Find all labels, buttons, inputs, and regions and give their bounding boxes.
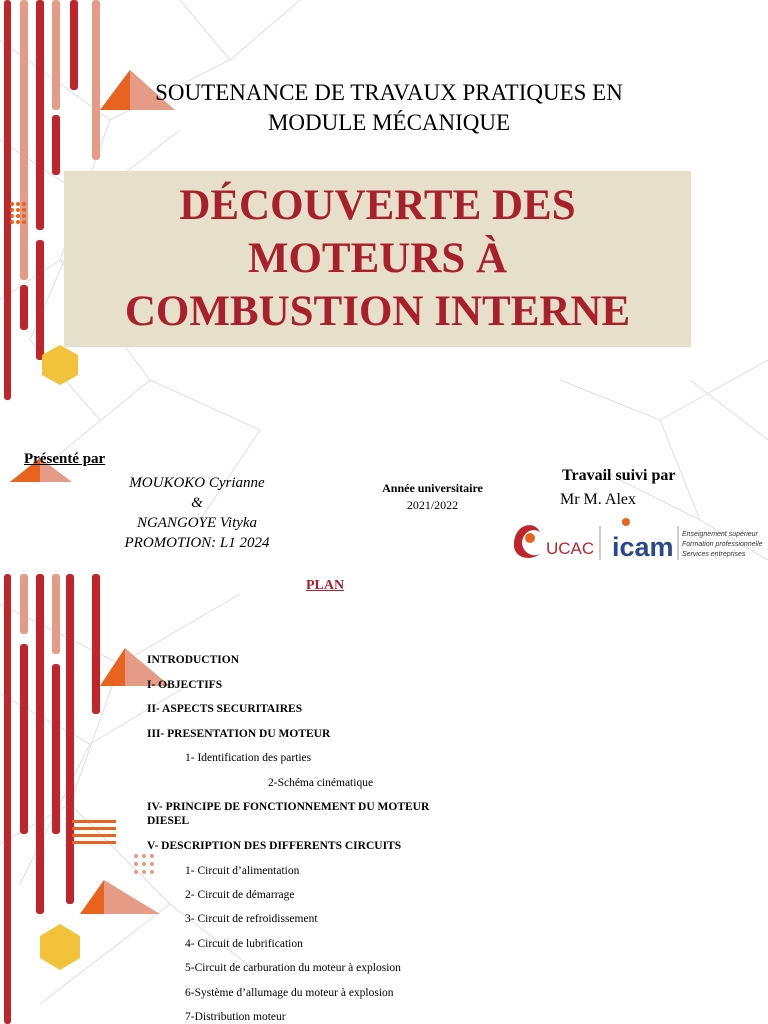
- supervisor-name: Mr M. Alex: [560, 491, 636, 508]
- toc-item: IV- PRINCIPE DE FONCTIONNEMENT DU MOTEUR: [147, 801, 430, 813]
- student-name-1: MOUKOKO Cyrianne: [129, 475, 265, 491]
- subtitle-line-1: SOUTENANCE DE TRAVAUX PRATIQUES EN: [155, 80, 623, 105]
- student-name-2: NGANGOYE Vityka: [136, 515, 258, 531]
- icam-logo-text: icam: [612, 532, 674, 562]
- icam-tagline-2: Formation professionnelle: [682, 541, 763, 548]
- promotion: PROMOTION: L1 2024: [124, 535, 270, 551]
- toc-item: I- OBJECTIFS: [147, 679, 223, 691]
- icam-tagline-3: Services entreprises: [682, 551, 746, 558]
- title-line-2: MOTEURS À: [247, 235, 508, 282]
- toc-subitem: 6-Système d’allumage du moteur à explosion: [185, 987, 394, 999]
- icam-tagline-1: Enseignement supérieur: [682, 531, 758, 538]
- title-line-3: COMBUSTION INTERNE: [124, 288, 631, 335]
- toc-item: II- ASPECTS SECURITAIRES: [147, 703, 303, 715]
- toc-subitem: 1- Identification des parties: [185, 752, 312, 764]
- ucac-logo-text: UCAC: [546, 539, 595, 558]
- toc-subitem: 1- Circuit d’alimentation: [185, 865, 300, 877]
- institution-logos: [506, 514, 764, 564]
- toc-item: III- PRESENTATION DU MOTEUR: [147, 728, 331, 740]
- toc-subitem: 3- Circuit de refroidissement: [185, 913, 318, 925]
- toc-subitem: 4- Circuit de lubrification: [185, 938, 303, 950]
- defense-subtitle: [60, 78, 718, 138]
- plan-slide: [0, 574, 768, 1024]
- icam-logo: [612, 518, 763, 562]
- academic-year-value: 2021/2022: [406, 498, 459, 512]
- academic-year: [360, 480, 505, 514]
- toc-subitem: 7-Distribution moteur: [185, 1011, 286, 1023]
- supervised-by-label: Travail suivi par: [562, 467, 676, 484]
- plan-title: PLAN: [306, 578, 345, 593]
- presented-by-label: Présenté par: [24, 451, 106, 467]
- student-names: [88, 473, 306, 553]
- toc-subitem: 2-Schéma cinématique: [268, 777, 374, 789]
- toc-item-continuation: DIESEL: [147, 815, 190, 827]
- main-title: [64, 179, 691, 338]
- ucac-logo: [514, 525, 594, 558]
- academic-year-label: Année universitaire: [382, 481, 483, 495]
- toc-subitem: 2- Circuit de démarrage: [185, 889, 295, 901]
- toc-item: INTRODUCTION: [147, 654, 240, 666]
- decorative-background: [0, 574, 768, 1024]
- ampersand: &: [191, 495, 203, 511]
- toc-subitem: 5-Circuit de carburation du moteur à explosion: [185, 962, 401, 974]
- toc-item: V- DESCRIPTION DES DIFFERENTS CIRCUITS: [147, 840, 402, 852]
- title-line-1: DÉCOUVERTE DES: [179, 182, 576, 229]
- subtitle-line-2: MODULE MÉCANIQUE: [267, 110, 511, 135]
